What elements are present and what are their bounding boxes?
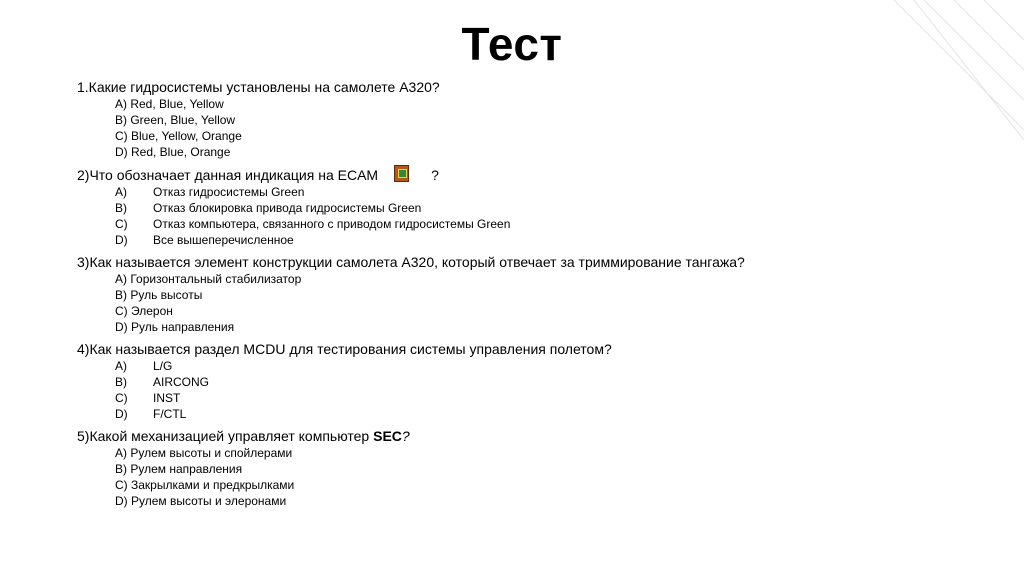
option: D) Red, Blue, Orange [115,145,231,159]
question-5-sec: SEC [373,428,402,444]
question-5 [77,427,977,445]
option: C) Blue, Yellow, Orange [115,129,242,143]
option: B) AIRCONG [115,375,210,389]
option: B) Green, Blue, Yellow [115,113,236,127]
option: C) INST [115,391,181,405]
option: D) Руль направления [115,320,235,334]
question-1-options [115,96,977,160]
question-2-options [115,184,977,248]
question-3: 3)Как называется элемент конструкции самолета A320, который отвечает за триммирование тангажа? [77,254,745,270]
option: D) Все вышеперечисленное [115,233,294,247]
question-5-mark: ? [401,428,410,444]
option: A) Отказ гидросистемы Green [115,185,305,199]
question-5-options [115,445,977,509]
question-2-text: 2)Что обозначает данная индикация на ECAM [77,167,379,183]
question-2 [77,165,977,184]
question-2-mark: ? [431,167,439,183]
ecam-hydraulic-indicator-icon [394,165,409,182]
option: A) Red, Blue, Yellow [115,97,224,111]
option: C) Элерон [115,304,173,318]
option: B) Рулем направления [115,462,243,476]
option: A) L/G [115,359,173,373]
option: C) Закрылками и предкрылками [115,478,295,492]
question-1: 1.Какие гидросистемы установлены на самолете A320? [77,79,440,95]
option: B) Отказ блокировка привода гидросистемы Green [115,201,422,215]
quiz-content [77,78,977,514]
question-4: 4)Как называется раздел MCDU для тестирования системы управления полетом? [77,341,612,357]
option: A) Рулем высоты и спойлерами [115,446,293,460]
option: D) Рулем высоты и элеронами [115,494,287,508]
page-title: Тест [461,18,563,70]
question-3-options [115,271,977,335]
question-4-options [115,358,977,422]
option: B) Руль высоты [115,288,203,302]
option: A) Горизонтальный стабилизатор [115,272,302,286]
question-5-text: 5)Какой механизацией управляет компьютер [77,428,374,444]
option: D) F/CTL [115,407,187,421]
option: C) Отказ компьютера, связанного с приводом гидросистемы Green [115,217,511,231]
